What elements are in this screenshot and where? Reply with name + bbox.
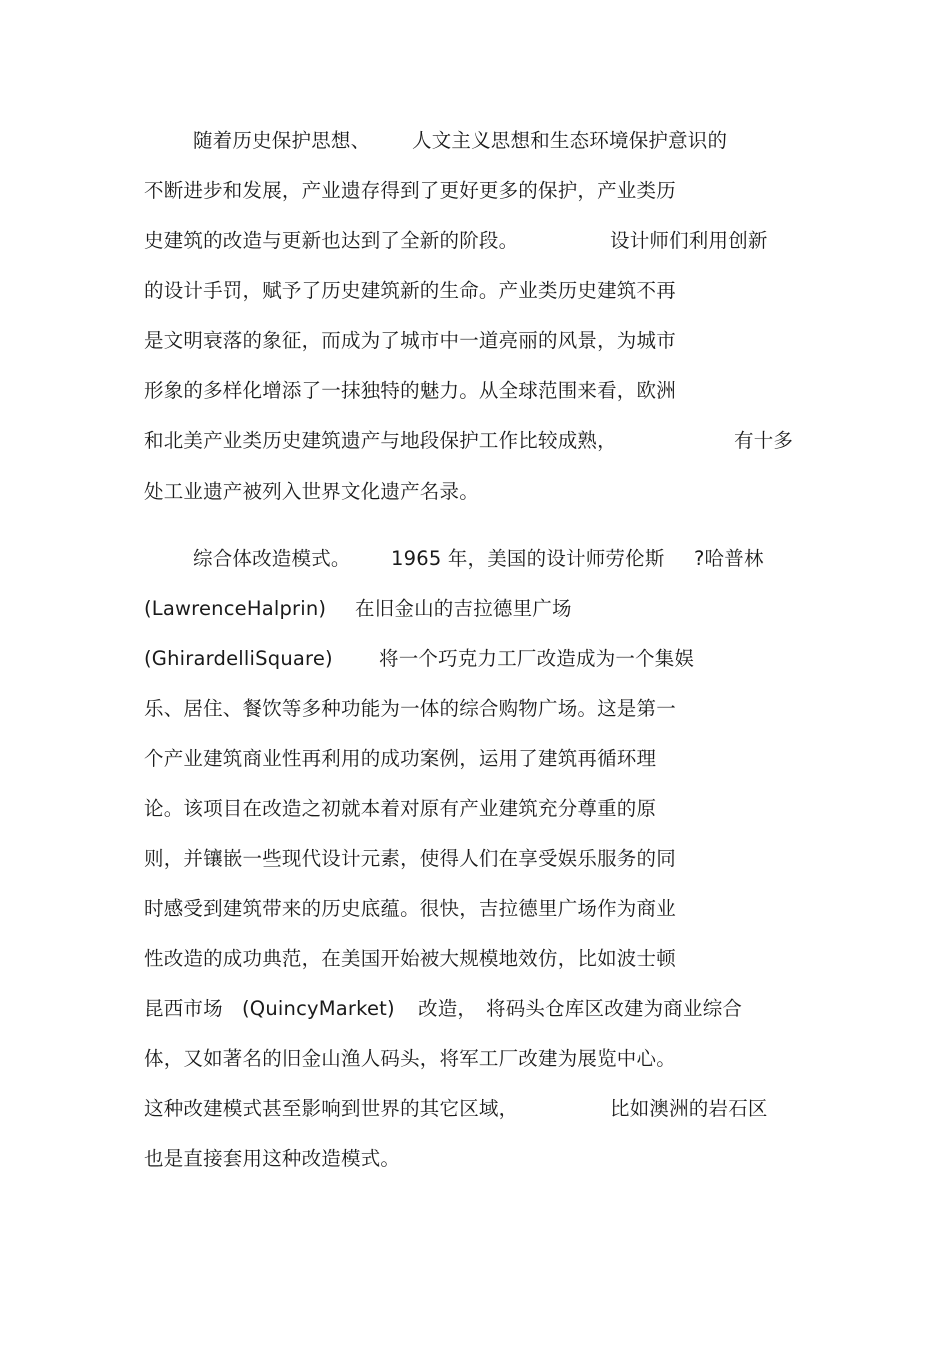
text-segment: 设计师们利用创新 <box>610 229 768 252</box>
text-segment: 则，并镶嵌一些现代设计元素，使得人们在享受娱乐服务的同 <box>144 847 676 870</box>
text-segment: 个产业建筑商业性再利用的成功案例，运用了建筑再循环理 <box>144 747 657 770</box>
paragraph-2-line-7 <box>0 844 676 874</box>
text-segment: 这种改建模式甚至影响到世界的其它区域， <box>144 1097 519 1120</box>
paragraph-2-line-11 <box>0 1044 676 1074</box>
text-segment: 在旧金山的吉拉德里广场 <box>355 597 572 620</box>
text-segment: 比如澳洲的岩石区 <box>610 1097 768 1120</box>
text-segment: 综合体改造模式。 <box>193 547 351 570</box>
text-segment: 处工业遗产被列入世界文化遗产名录。 <box>144 480 479 503</box>
paragraph-2-line-9 <box>0 944 676 974</box>
text-segment: 时感受到建筑带来的历史底蕴。很快，吉拉德里广场作为商业 <box>144 897 676 920</box>
text-segment: 将码头仓库区改建为商业综合 <box>486 997 743 1020</box>
text-segment: 也是直接套用这种改造模式。 <box>144 1147 401 1170</box>
paragraph-1-line-4 <box>0 276 676 306</box>
paragraph-1-line-6 <box>0 376 676 406</box>
text-segment: 昆西市场 <box>144 997 223 1020</box>
text-segment: 人文主义思想和生态环境保护意识的 <box>412 129 728 152</box>
paragraph-1-line-1 <box>0 126 728 156</box>
text-segment: 不断进步和发展，产业遗存得到了更好更多的保护，产业类历 <box>144 179 676 202</box>
paragraph-2-line-13 <box>0 1144 401 1174</box>
text-segment: 随着历史保护思想、 <box>193 129 371 152</box>
text-segment: 改造， <box>418 997 478 1020</box>
paragraph-1-line-5 <box>0 326 676 356</box>
paragraph-1-line-3 <box>0 226 768 256</box>
text-segment: (GhirardelliSquare) <box>144 647 333 670</box>
text-segment: 性改造的成功典范，在美国开始被大规模地效仿，比如波士顿 <box>144 947 676 970</box>
paragraph-1-line-2 <box>0 176 676 206</box>
paragraph-2-line-8 <box>0 894 676 924</box>
paragraph-2-line-10 <box>0 994 743 1024</box>
paragraph-2-line-6 <box>0 794 657 824</box>
text-segment: 乐、居住、餐饮等多种功能为一体的综合购物广场。这是第一 <box>144 697 676 720</box>
text-segment: ?哈普林 <box>694 547 764 570</box>
text-segment: (QuincyMarket) <box>242 997 395 1020</box>
text-segment: 有十多 <box>734 429 794 452</box>
paragraph-2-line-2 <box>0 594 572 624</box>
text-segment: 论。该项目在改造之初就本着对原有产业建筑充分尊重的原 <box>144 797 657 820</box>
paragraph-2-line-5 <box>0 744 657 774</box>
text-segment: 的设计手罚，赋予了历史建筑新的生命。产业类历史建筑不再 <box>144 279 676 302</box>
text-segment: (LawrenceHalprin) <box>144 597 327 620</box>
text-segment: 将一个巧克力工厂改造成为一个集娱 <box>379 647 695 670</box>
text-segment: 形象的多样化增添了一抹独特的魅力。从全球范围来看，欧洲 <box>144 379 676 402</box>
text-segment: 体，又如著名的旧金山渔人码头，将军工厂改建为展览中心。 <box>144 1047 676 1070</box>
text-segment: 史建筑的改造与更新也达到了全新的阶段。 <box>144 229 519 252</box>
paragraph-2-line-4 <box>0 694 676 724</box>
paragraph-2-line-1 <box>0 544 764 574</box>
paragraph-2-line-12 <box>0 1094 768 1124</box>
text-segment: 和北美产业类历史建筑遗产与地段保护工作比较成熟， <box>144 429 617 452</box>
paragraph-2-line-3 <box>0 644 695 674</box>
paragraph-1-line-7 <box>0 426 794 456</box>
text-segment: 是文明衰落的象征，而成为了城市中一道亮丽的风景，为城市 <box>144 329 676 352</box>
text-segment: 1965 年，美国的设计师劳伦斯 <box>391 547 665 570</box>
paragraph-1-line-8 <box>0 477 479 507</box>
